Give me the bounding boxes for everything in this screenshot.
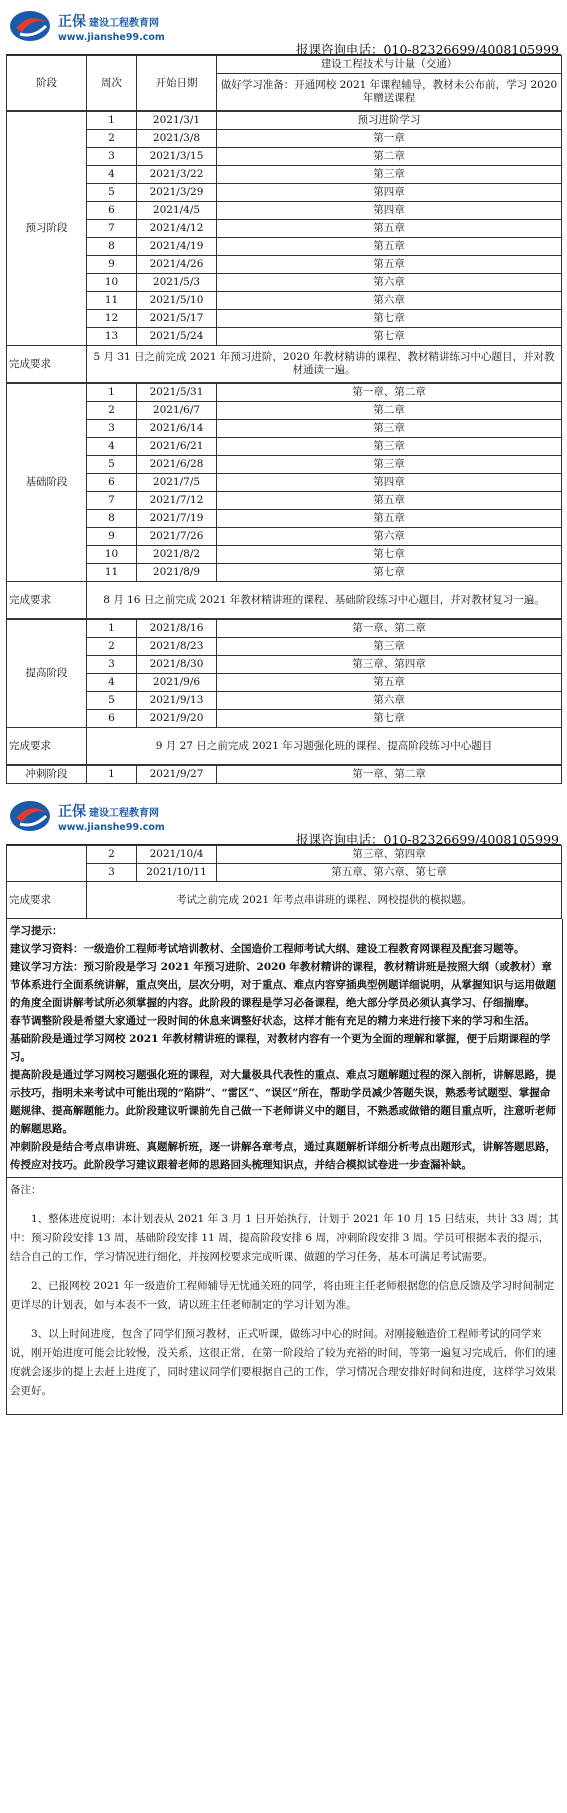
table-row	[7, 474, 562, 492]
chapter-cell: 第五章	[217, 674, 562, 692]
chapter-cell: 第七章	[217, 310, 562, 328]
week-cell: 11	[87, 564, 137, 582]
table-row	[7, 292, 562, 310]
requirement-text: 9 月 27 日之前完成 2021 年习题强化班的课程、提高阶段练习中心题目	[87, 728, 562, 765]
table-row	[7, 402, 562, 420]
date-cell: 2021/8/23	[137, 638, 217, 656]
week-cell: 8	[87, 238, 137, 256]
week-cell: 1	[87, 766, 137, 784]
week-cell: 3	[87, 420, 137, 438]
week-cell: 4	[87, 674, 137, 692]
date-cell: 2021/9/13	[137, 692, 217, 710]
site-url: www.jianshe99.com	[58, 822, 165, 833]
chapter-cell: 第五章	[217, 220, 562, 238]
chapter-cell: 第三章	[217, 166, 562, 184]
week-cell: 12	[87, 310, 137, 328]
date-cell: 2021/4/19	[137, 238, 217, 256]
requirement-label: 完成要求	[7, 346, 87, 383]
requirement-row	[7, 346, 562, 383]
remarks	[6, 1178, 563, 1415]
col-header-week: 周次	[87, 56, 137, 111]
chapter-cell: 第六章	[217, 292, 562, 310]
table-row	[7, 528, 562, 546]
date-cell: 2021/4/12	[137, 220, 217, 238]
table-row	[7, 420, 562, 438]
date-cell: 2021/3/29	[137, 184, 217, 202]
chapter-cell: 第六章	[217, 692, 562, 710]
week-cell: 2	[87, 402, 137, 420]
stage-label: 基础阶段	[7, 384, 87, 582]
chapter-cell: 第五章	[217, 492, 562, 510]
requirement-text: 8 月 16 日之前完成 2021 年教材精讲班的课程、基础阶段练习中心题目，并对教材复习一遍。	[87, 582, 562, 619]
table-row	[7, 674, 562, 692]
week-cell: 3	[87, 148, 137, 166]
table-row	[7, 310, 562, 328]
chapter-cell: 第三章	[217, 438, 562, 456]
date-cell: 2021/3/22	[137, 166, 217, 184]
table-row	[7, 184, 562, 202]
date-cell: 2021/8/30	[137, 656, 217, 674]
date-cell: 2021/6/7	[137, 402, 217, 420]
table-row	[7, 202, 562, 220]
tips-festival: 春节调整阶段是希望大家通过一段时间的休息来调整好状态，这样才能有充足的精力来进行接下来的学习和生活。	[10, 1015, 535, 1027]
week-cell: 13	[87, 328, 137, 346]
remark-3: 3、以上时间进度，包含了同学们预习教材，正式听课，做练习中心的时间。对刚接触造价工程师考试的同学来说，刚开始进度可能会比较慢，没关系，这很正常，在第一阶段给了较为充裕的时间，等第一遍复习完成后，你们的速度就会逐步的提上去赶上进度了，同时建议同学们要根据自己的工作，学习情况合理安排好时间和进度，这样学习效果会更好。	[10, 1328, 556, 1397]
week-cell: 1	[87, 384, 137, 402]
header-divider	[6, 844, 561, 845]
page-header-2	[0, 790, 567, 845]
brand-name	[58, 801, 159, 821]
table-row	[7, 220, 562, 238]
table-row	[7, 256, 562, 274]
requirement-text: 5 月 31 日之前完成 2021 年预习进阶，2020 年教材精讲的课程、教材精讲练习中心题目，并对教材通读一遍。	[87, 346, 562, 383]
date-cell: 2021/3/15	[137, 148, 217, 166]
chapter-cell: 第四章	[217, 202, 562, 220]
col-header-stage: 阶段	[7, 56, 87, 111]
sprint-stage-table	[6, 765, 562, 784]
requirement-row	[7, 882, 562, 919]
stage-label: 提高阶段	[7, 620, 87, 728]
date-cell: 2021/7/19	[137, 510, 217, 528]
tips-method: 建议学习方法：预习阶段是学习 2021 年预习进阶、2020 年教材精讲的课程，教材精讲班是按照大纲（或教材）章节体系进行全面系统讲解，重点突出，层次分明，对于重点、难点内容穿插典型例题详细说明，从掌握知识与运用做题的角度全面讲解考试所必须掌握的内容。此阶段的课程是学习必备课程，绝大部分学员必须认真学习、仔细揣摩。	[10, 961, 556, 1009]
week-cell: 1	[87, 620, 137, 638]
header-divider	[6, 54, 561, 55]
stage-label: 冲刺阶段	[7, 766, 87, 784]
week-cell: 5	[87, 184, 137, 202]
table-row	[7, 456, 562, 474]
week-cell: 2	[87, 130, 137, 148]
week-cell: 5	[87, 456, 137, 474]
chapter-cell: 第七章	[217, 546, 562, 564]
chapter-cell: 第二章	[217, 148, 562, 166]
week-cell: 3	[87, 656, 137, 674]
week-cell: 10	[87, 546, 137, 564]
remark-1: 1、整体进度说明：本计划表从 2021 年 3 月 1 日开始执行，计划于 2021 年 10 月 15 日结束，共计 33 周；其中：预习阶段安排 13 周，基础阶段安排 11 周，提高阶段安排 6 周，冲刺阶段安排 3 周。学员可根据本表的提示，结合自己的工作，学习情况进行细化，并按网校要求完成听课、做题的学习任务，基本可满足考试需要。	[10, 1213, 559, 1263]
table-row	[7, 710, 562, 728]
week-cell: 7	[87, 492, 137, 510]
chapter-cell: 第一章、第二章	[217, 620, 562, 638]
phone-line: 报课咨询电话：010-82326699/4008105999	[296, 42, 559, 57]
date-cell: 2021/4/5	[137, 202, 217, 220]
chapter-cell: 第七章	[217, 564, 562, 582]
brand-name	[58, 11, 159, 31]
requirement-row	[7, 728, 562, 765]
sprint-stage-table-cont	[6, 845, 562, 919]
date-cell: 2021/6/14	[137, 420, 217, 438]
table-row	[7, 148, 562, 166]
brand-subtitle: 建设工程教育网	[89, 808, 159, 819]
chapter-cell: 第五章、第六章、第七章	[217, 864, 562, 882]
chapter-cell: 第二章	[217, 402, 562, 420]
page-header	[0, 0, 567, 55]
week-cell: 11	[87, 292, 137, 310]
remarks-title: 备注：	[10, 1184, 42, 1196]
table-row	[7, 384, 562, 402]
date-cell: 2021/9/6	[137, 674, 217, 692]
table-row	[7, 166, 562, 184]
table-row	[7, 766, 562, 784]
brand-subtitle: 建设工程教育网	[89, 18, 159, 29]
table-row	[7, 564, 562, 582]
brand-logo-icon	[8, 798, 54, 834]
chapter-cell: 第一章	[217, 130, 562, 148]
table-row	[7, 130, 562, 148]
tips-improve: 提高阶段是通过学习网校习题强化班的课程，对大量极具代表性的重点、难点习题解题过程的深入剖析，讲解思路，提示技巧，指明未来考试中可能出现的“陷阱”、“雷区”、“误区”所在，帮助学员减少答题失误，熟悉考试题型、掌握命题规律、提高解题能力。此阶段建议听课前先自己做一下老师讲义中的题目，不熟悉或做错的题目重点听，注意听老师的解题思路。	[10, 1069, 556, 1135]
stage-label	[7, 846, 87, 882]
table-row	[7, 638, 562, 656]
improve-stage-table	[6, 619, 562, 765]
week-cell: 6	[87, 202, 137, 220]
remark-2: 2、已报网校 2021 年一级造价工程师辅导无忧通关班的同学，将由班主任老师根据您的信息反馈及学习时间制定更详尽的计划表，如与本表不一致，请以班主任老师制定的学习计划为准。	[10, 1280, 555, 1311]
col-header-subject: 建设工程技术与计量（交通）	[217, 56, 562, 74]
date-cell: 2021/5/10	[137, 292, 217, 310]
chapter-cell: 第一章、第二章	[217, 766, 562, 784]
table-row	[7, 274, 562, 292]
tips-materials: 建议学习资料：一级造价工程师考试培训教材、全国造价工程师考试大纲、建设工程教育网课程及配套习题等。	[10, 943, 525, 955]
requirement-label: 完成要求	[7, 882, 87, 919]
tips-sprint: 冲刺阶段是结合考点串讲班、真题解析班，逐一讲解各章考点，通过真题解析详细分析考点出题形式，讲解答题思路，传授应对技巧。此阶段学习建议跟着老师的思路回头梳理知识点，并结合模拟试卷进一步查漏补缺。	[10, 1141, 556, 1171]
week-cell: 6	[87, 474, 137, 492]
chapter-cell: 第七章	[217, 328, 562, 346]
site-url: www.jianshe99.com	[58, 32, 165, 43]
table-row	[7, 864, 562, 882]
week-cell: 9	[87, 528, 137, 546]
chapter-cell: 第五章	[217, 510, 562, 528]
date-cell: 2021/7/5	[137, 474, 217, 492]
week-cell: 10	[87, 274, 137, 292]
date-cell: 2021/7/12	[137, 492, 217, 510]
table-row	[7, 112, 562, 130]
date-cell: 2021/5/24	[137, 328, 217, 346]
week-cell: 4	[87, 438, 137, 456]
chapter-cell: 第七章	[217, 710, 562, 728]
table-row	[7, 510, 562, 528]
date-cell: 2021/9/20	[137, 710, 217, 728]
brand-title: 正保	[58, 14, 86, 30]
chapter-cell: 第三章	[217, 456, 562, 474]
study-tips	[6, 919, 563, 1178]
table-row	[7, 328, 562, 346]
date-cell: 2021/6/21	[137, 438, 217, 456]
date-cell: 2021/8/2	[137, 546, 217, 564]
brand-logo-icon	[8, 8, 54, 44]
chapter-cell: 第三章	[217, 420, 562, 438]
table-row	[7, 238, 562, 256]
date-cell: 2021/4/26	[137, 256, 217, 274]
table-row	[7, 846, 562, 864]
requirement-row	[7, 582, 562, 619]
date-cell: 2021/10/4	[137, 846, 217, 864]
week-cell: 9	[87, 256, 137, 274]
week-cell: 3	[87, 864, 137, 882]
chapter-cell: 第三章、第四章	[217, 656, 562, 674]
table-row	[7, 546, 562, 564]
week-cell: 8	[87, 510, 137, 528]
week-cell: 2	[87, 846, 137, 864]
requirement-label: 完成要求	[7, 582, 87, 619]
date-cell: 2021/3/1	[137, 112, 217, 130]
brand-title: 正保	[58, 804, 86, 820]
week-cell: 6	[87, 710, 137, 728]
week-cell: 2	[87, 638, 137, 656]
chapter-cell: 预习进阶学习	[217, 112, 562, 130]
date-cell: 2021/5/31	[137, 384, 217, 402]
week-cell: 1	[87, 112, 137, 130]
chapter-cell: 第一章、第二章	[217, 384, 562, 402]
chapter-cell: 第五章	[217, 256, 562, 274]
table-row	[7, 492, 562, 510]
chapter-cell: 第四章	[217, 184, 562, 202]
table-row	[7, 692, 562, 710]
stage-label: 预习阶段	[7, 112, 87, 346]
week-cell: 4	[87, 166, 137, 184]
chapter-cell: 第六章	[217, 528, 562, 546]
week-cell: 5	[87, 692, 137, 710]
date-cell: 2021/8/16	[137, 620, 217, 638]
date-cell: 2021/6/28	[137, 456, 217, 474]
basic-stage-table	[6, 383, 562, 619]
table-row	[7, 656, 562, 674]
date-cell: 2021/3/8	[137, 130, 217, 148]
schedule-table	[6, 55, 562, 111]
table-row	[7, 620, 562, 638]
tips-title: 学习提示：	[10, 925, 63, 937]
requirement-text: 考试之前完成 2021 年考点串讲班的课程、网校提供的模拟题。	[87, 882, 562, 919]
phone-line: 报课咨询电话：010-82326699/4008105999	[296, 832, 559, 847]
preview-stage-table	[6, 111, 562, 383]
prep-note: 做好学习准备：开通网校 2021 年课程辅导，教材未公布前，学习 2020 年赠送课程	[217, 74, 562, 111]
table-row	[7, 438, 562, 456]
tips-basic: 基础阶段是通过学习网校 2021 年教材精讲班的课程，对教材内容有一个更为全面的理解和掌握，便于后期课程的学习。	[10, 1033, 551, 1063]
col-header-start-date: 开始日期	[137, 56, 217, 111]
date-cell: 2021/8/9	[137, 564, 217, 582]
chapter-cell: 第四章	[217, 474, 562, 492]
requirement-label: 完成要求	[7, 728, 87, 765]
chapter-cell: 第五章	[217, 238, 562, 256]
chapter-cell: 第三章、第四章	[217, 846, 562, 864]
week-cell: 7	[87, 220, 137, 238]
date-cell: 2021/5/17	[137, 310, 217, 328]
date-cell: 2021/7/26	[137, 528, 217, 546]
chapter-cell: 第六章	[217, 274, 562, 292]
chapter-cell: 第三章	[217, 638, 562, 656]
date-cell: 2021/9/27	[137, 766, 217, 784]
date-cell: 2021/10/11	[137, 864, 217, 882]
date-cell: 2021/5/3	[137, 274, 217, 292]
